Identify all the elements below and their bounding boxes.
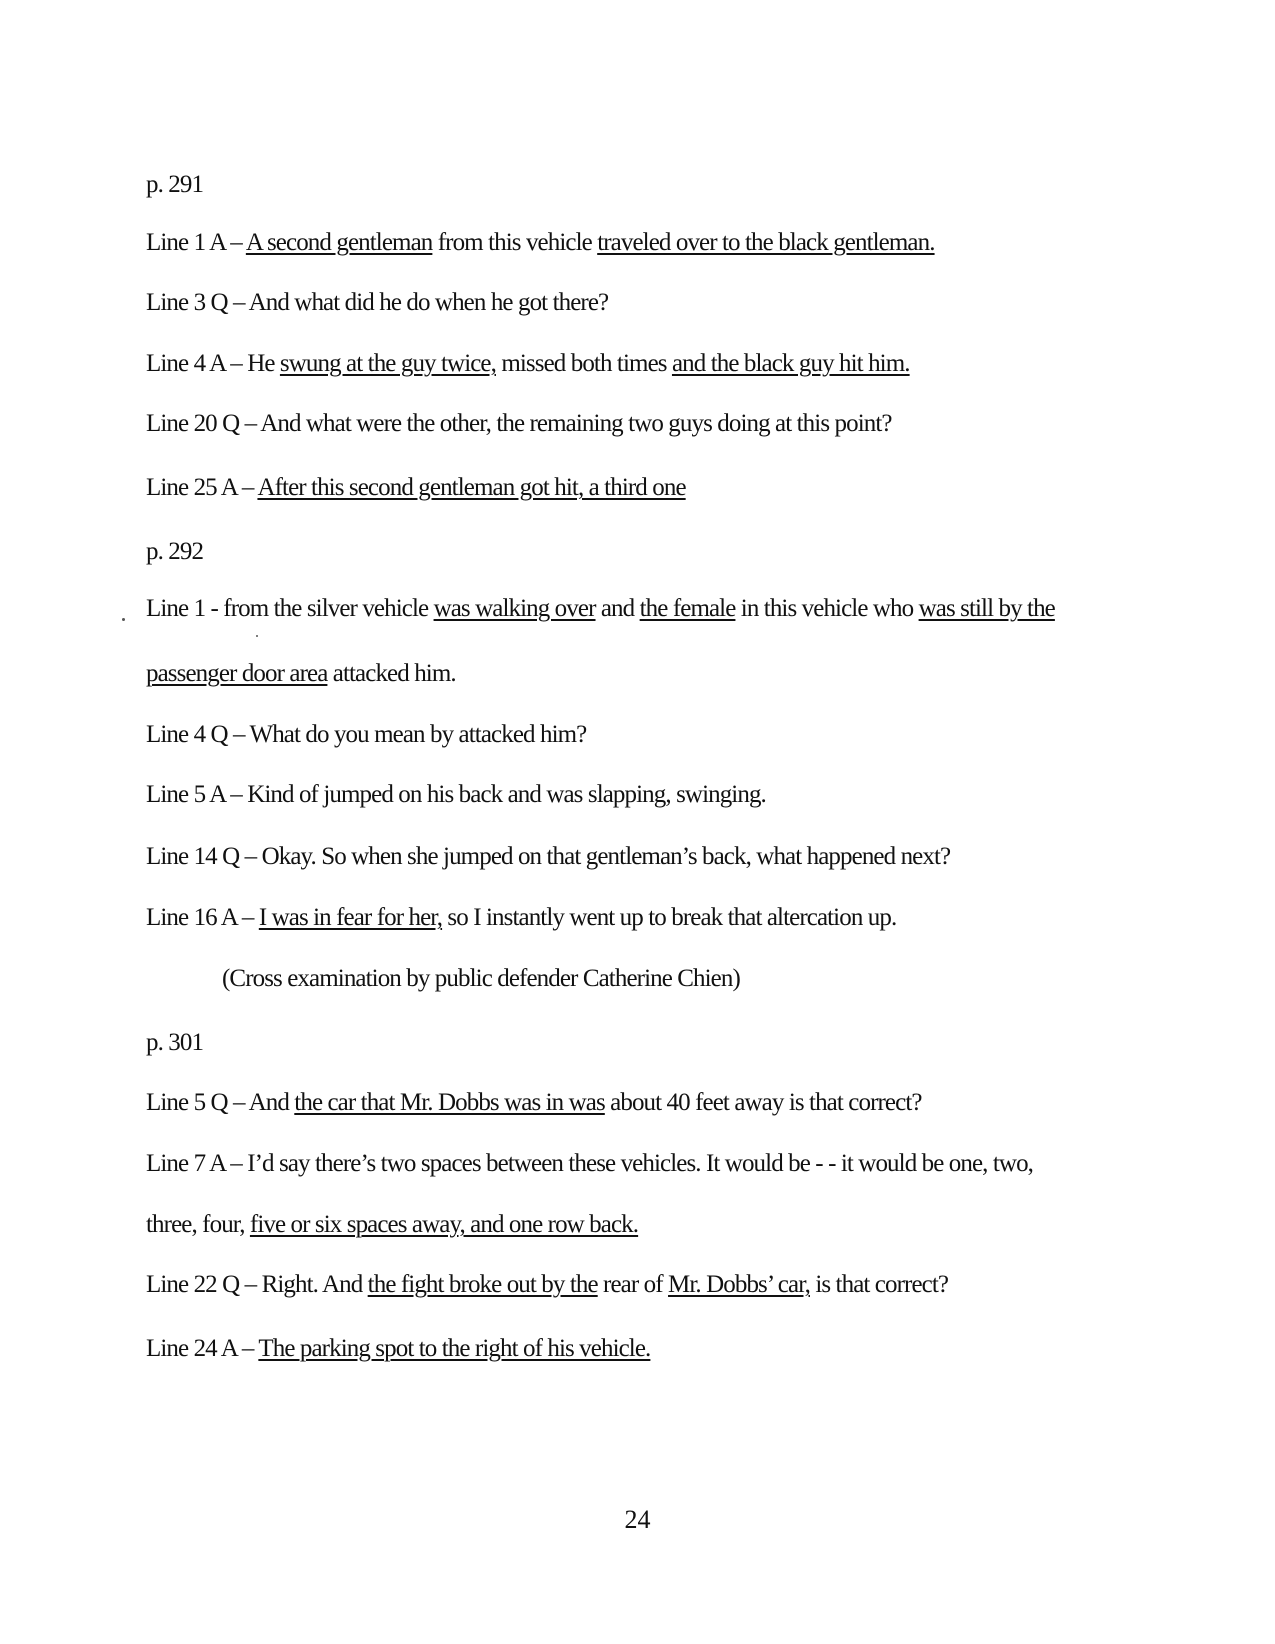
scan-speck: [256, 635, 258, 637]
line-text: Line 1 - from the silver vehicle: [146, 595, 434, 622]
line-text: Line 16 A –: [146, 904, 259, 931]
underlined-text: was still by the: [918, 595, 1055, 622]
underlined-text: A second gentleman: [245, 229, 433, 256]
line-text: Line 25 A –: [146, 474, 258, 501]
line-text: Line 7 A – I’d say there’s two spaces between these vehicles. It would be - - it would be one, two,: [146, 1150, 1034, 1177]
line-text: Line 4 A – He: [146, 350, 280, 377]
line-text: and: [595, 595, 640, 622]
line-text: attacked him.: [327, 660, 456, 687]
transcript-line: [146, 1149, 1033, 1179]
underlined-text: After this second gentleman got hit, a third one: [257, 474, 686, 501]
transcript-line: [146, 720, 586, 750]
line-text: from this vehicle: [432, 229, 598, 256]
transcript-line: [146, 842, 950, 872]
scan-speck: [122, 618, 125, 621]
underlined-text: the car that Mr. Dobbs was in was: [294, 1089, 605, 1116]
line-text: rear of: [597, 1271, 669, 1298]
transcript-line: [146, 288, 608, 318]
underlined-text: traveled over to the black gentleman.: [597, 229, 935, 256]
line-text: Line 5 Q – And: [146, 1089, 295, 1116]
line-text: Line 5 A – Kind of jumped on his back and was slapping, swinging.: [146, 781, 766, 808]
underlined-text: The parking spot to the right of his vehicle.: [258, 1335, 651, 1362]
page-reference: p. 291: [146, 171, 204, 198]
transcript-line: [146, 349, 910, 379]
underlined-text: and the black guy hit him.: [671, 350, 910, 377]
line-text: Line 4 Q – What do you mean by attacked him?: [146, 721, 587, 748]
transcript-line: [146, 903, 896, 933]
transcript-line: [146, 228, 935, 258]
transcript-line: [146, 1088, 922, 1118]
line-text: is that correct?: [809, 1271, 949, 1298]
line-text: so I instantly went up to break that altercation up.: [442, 904, 897, 931]
underlined-text: five or six spaces away, and one row back.: [249, 1211, 639, 1238]
transcript-line: [146, 780, 766, 810]
line-text: Line 3 Q – And what did he do when he got there?: [146, 289, 609, 316]
transcript-line: [146, 1210, 638, 1240]
line-text: Line 1 A –: [146, 229, 246, 256]
transcript-line: [146, 659, 456, 689]
line-text: missed both times: [495, 350, 672, 377]
line-text: Line 20 Q – And what were the other, the remaining two guys doing at this point?: [146, 410, 892, 437]
line-text: Line 14 Q – Okay. So when she jumped on that gentleman’s back, what happened next?: [146, 843, 951, 870]
underlined-text: the female: [639, 595, 736, 622]
underlined-text: passenger door area: [146, 660, 328, 687]
line-text: three, four,: [146, 1211, 250, 1238]
transcript-line: [146, 1270, 948, 1300]
transcript-line: [146, 409, 892, 439]
cross-examination-note: (Cross examination by public defender Catherine Chien): [222, 965, 740, 992]
transcript-line: [146, 473, 686, 503]
underlined-text: swung at the guy twice,: [279, 350, 496, 377]
page-reference: p. 292: [146, 538, 204, 565]
underlined-text: Mr. Dobbs’ car,: [668, 1271, 810, 1298]
underlined-text: the fight broke out by the: [367, 1271, 598, 1298]
transcript-line: [146, 594, 1055, 624]
line-text: Line 22 Q – Right. And: [146, 1271, 368, 1298]
line-text: in this vehicle who: [735, 595, 919, 622]
page-reference: p. 301: [146, 1029, 204, 1056]
page-number: 24: [624, 1505, 651, 1534]
underlined-text: was walking over: [433, 595, 596, 622]
underlined-text: I was in fear for her,: [258, 904, 443, 931]
transcript-line: [146, 1334, 650, 1364]
line-text: Line 24 A –: [146, 1335, 259, 1362]
line-text: about 40 feet away is that correct?: [604, 1089, 922, 1116]
